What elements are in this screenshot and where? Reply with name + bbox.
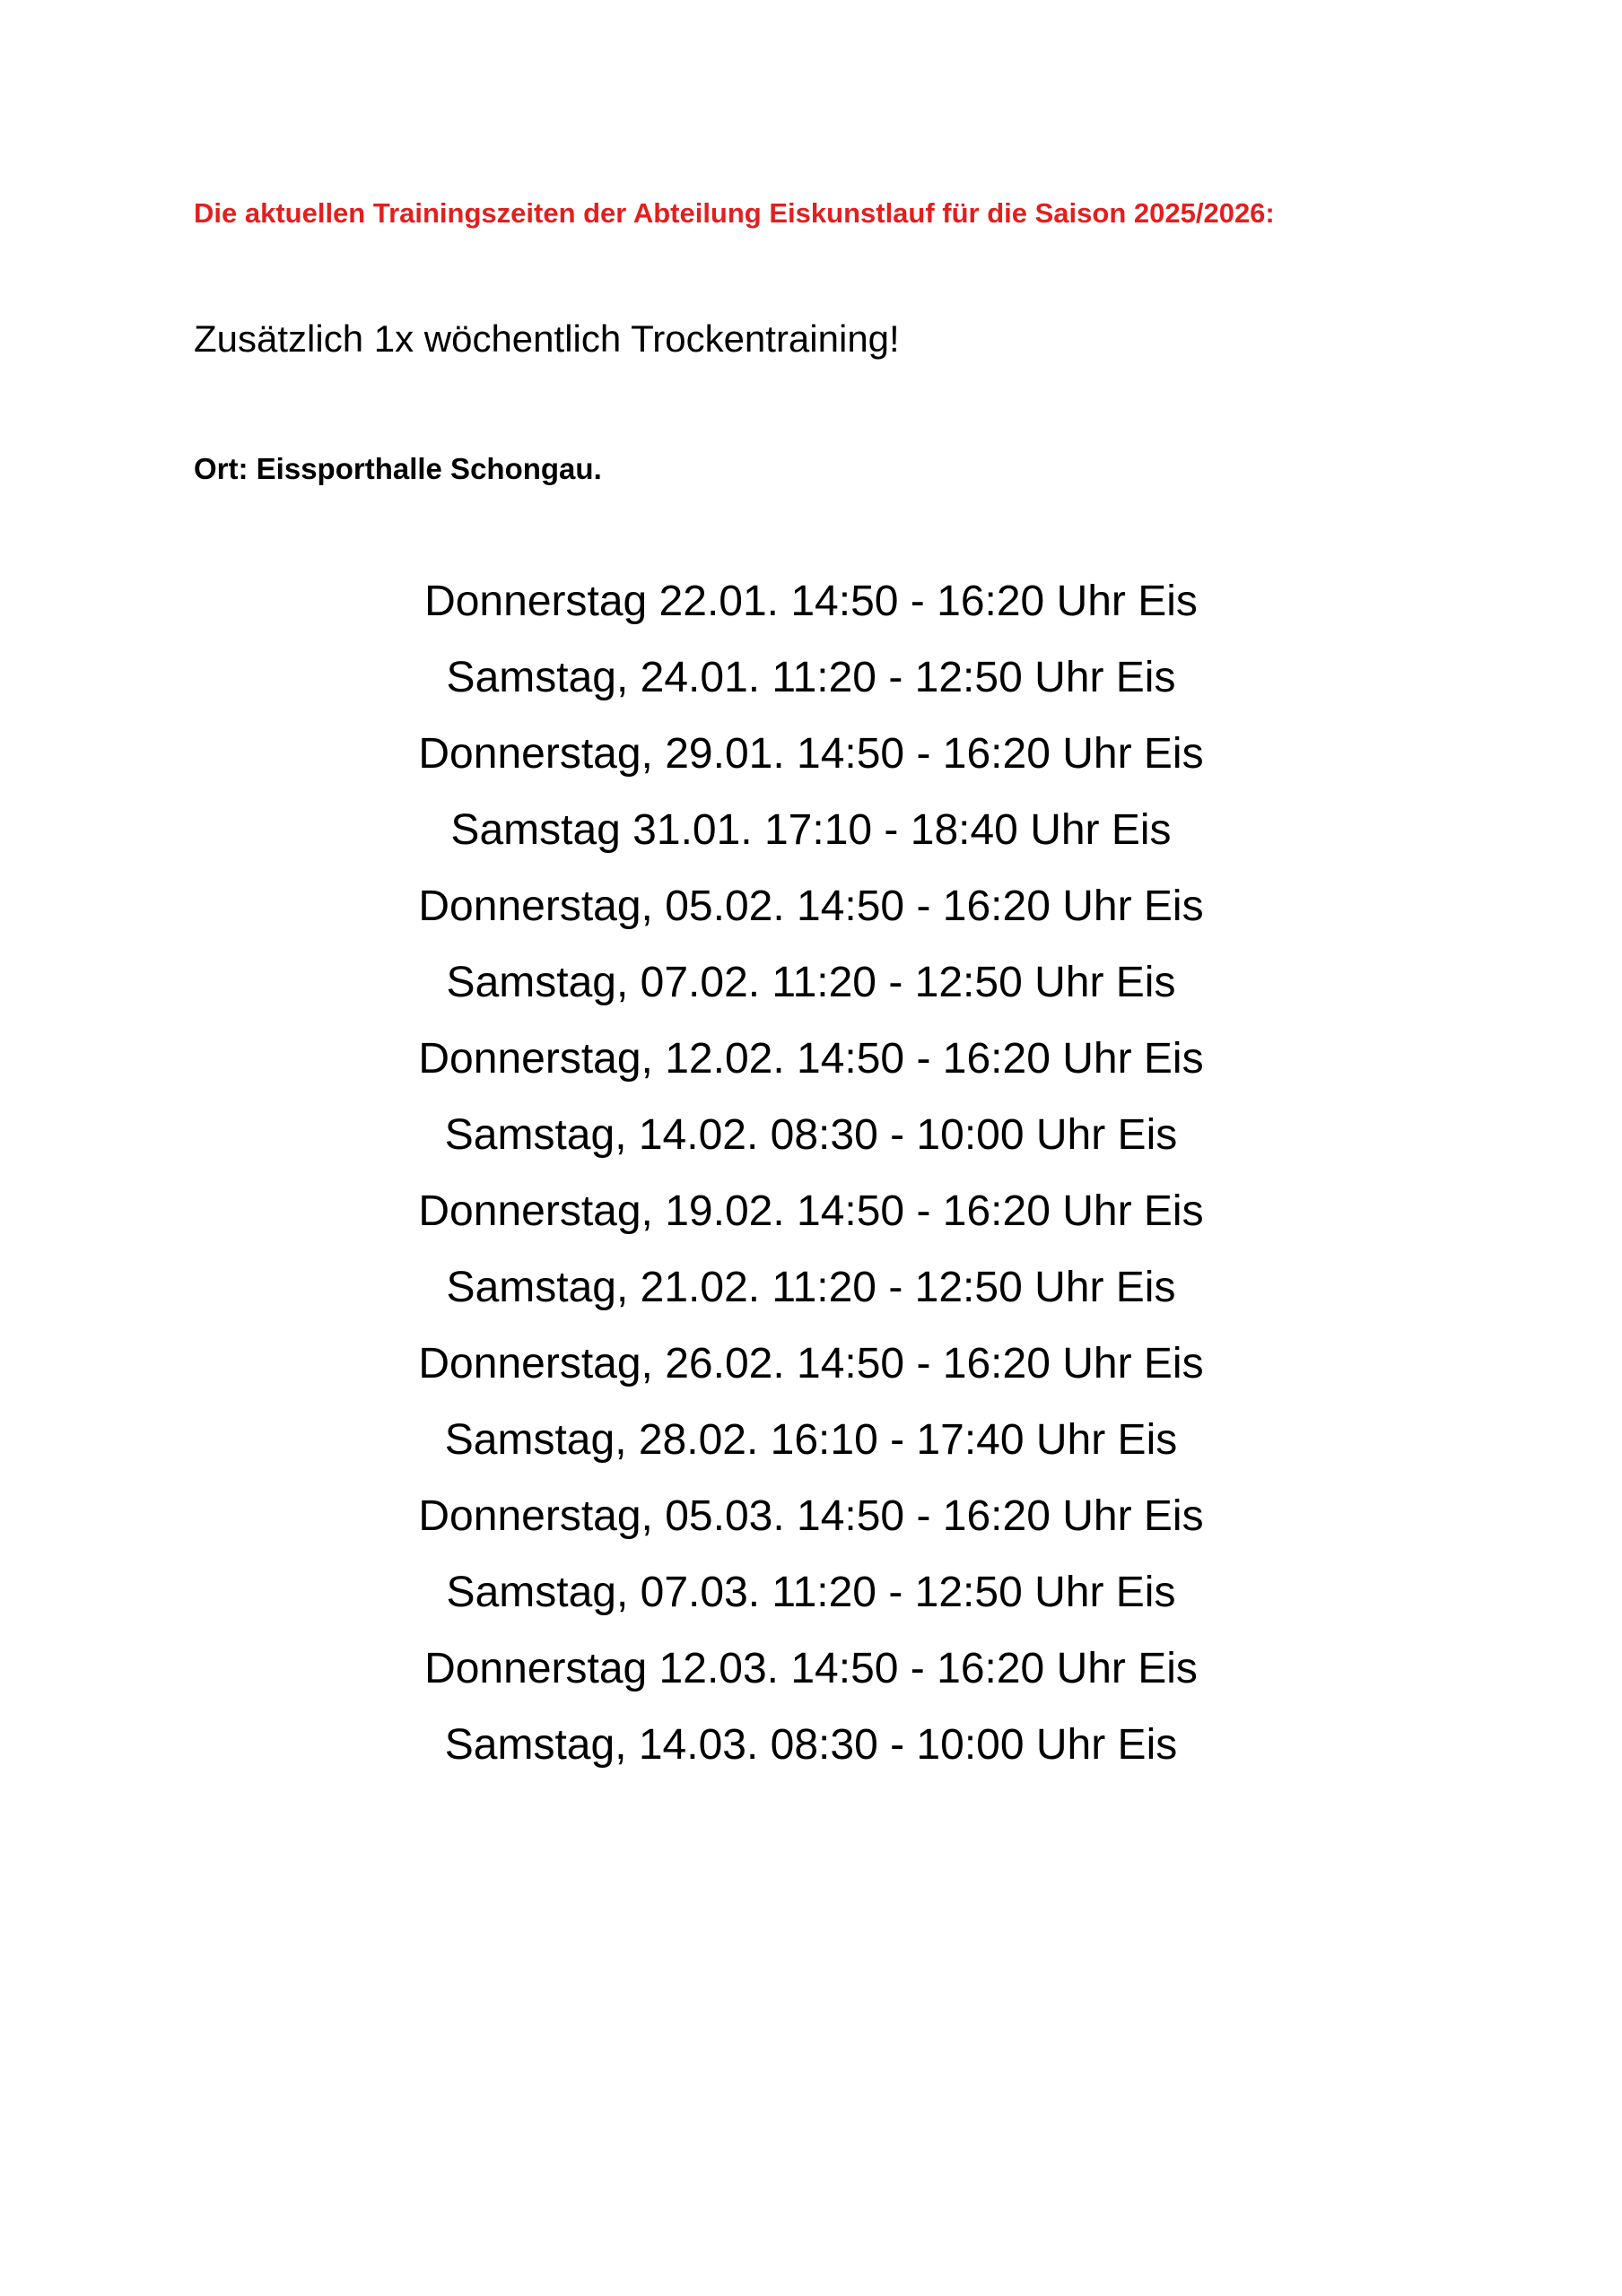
schedule-entry: Donnerstag, 29.01. 14:50 - 16:20 Uhr Eis [418,730,1204,778]
schedule-entry: Samstag 31.01. 17:10 - 18:40 Uhr Eis [450,806,1172,854]
schedule-entry: Donnerstag, 12.02. 14:50 - 16:20 Uhr Eis [418,1035,1204,1083]
schedule-entry: Donnerstag, 05.03. 14:50 - 16:20 Uhr Eis [418,1492,1204,1540]
schedule-entry: Samstag, 28.02. 16:10 - 17:40 Uhr Eis [444,1416,1178,1464]
schedule-entry: Samstag, 07.02. 11:20 - 12:50 Uhr Eis [446,959,1176,1006]
location-line: Ort: Eissporthalle Schongau. [194,452,602,485]
schedule-entry: Donnerstag, 19.02. 14:50 - 16:20 Uhr Eis [418,1187,1204,1235]
schedule-entry: Samstag, 21.02. 11:20 - 12:50 Uhr Eis [446,1264,1176,1311]
dry-training-note: Zusätzlich 1x wöchentlich Trockentraining! [194,317,900,360]
page-heading: Die aktuellen Trainingszeiten der Abteilung Eiskunstlauf für die Saison 2025/2026: [194,197,1275,229]
schedule-entry: Samstag, 14.02. 08:30 - 10:00 Uhr Eis [444,1111,1178,1159]
schedule-entry: Samstag, 14.03. 08:30 - 10:00 Uhr Eis [444,1721,1178,1769]
schedule-entry: Donnerstag, 05.02. 14:50 - 16:20 Uhr Eis [418,883,1204,930]
training-schedule-list [0,563,1622,1783]
schedule-entry: Samstag, 07.03. 11:20 - 12:50 Uhr Eis [446,1569,1176,1616]
schedule-entry: Donnerstag, 26.02. 14:50 - 16:20 Uhr Eis [418,1340,1204,1387]
schedule-entry: Samstag, 24.01. 11:20 - 12:50 Uhr Eis [446,654,1176,701]
schedule-entry: Donnerstag 22.01. 14:50 - 16:20 Uhr Eis [424,578,1198,625]
schedule-entry: Donnerstag 12.03. 14:50 - 16:20 Uhr Eis [424,1645,1198,1692]
